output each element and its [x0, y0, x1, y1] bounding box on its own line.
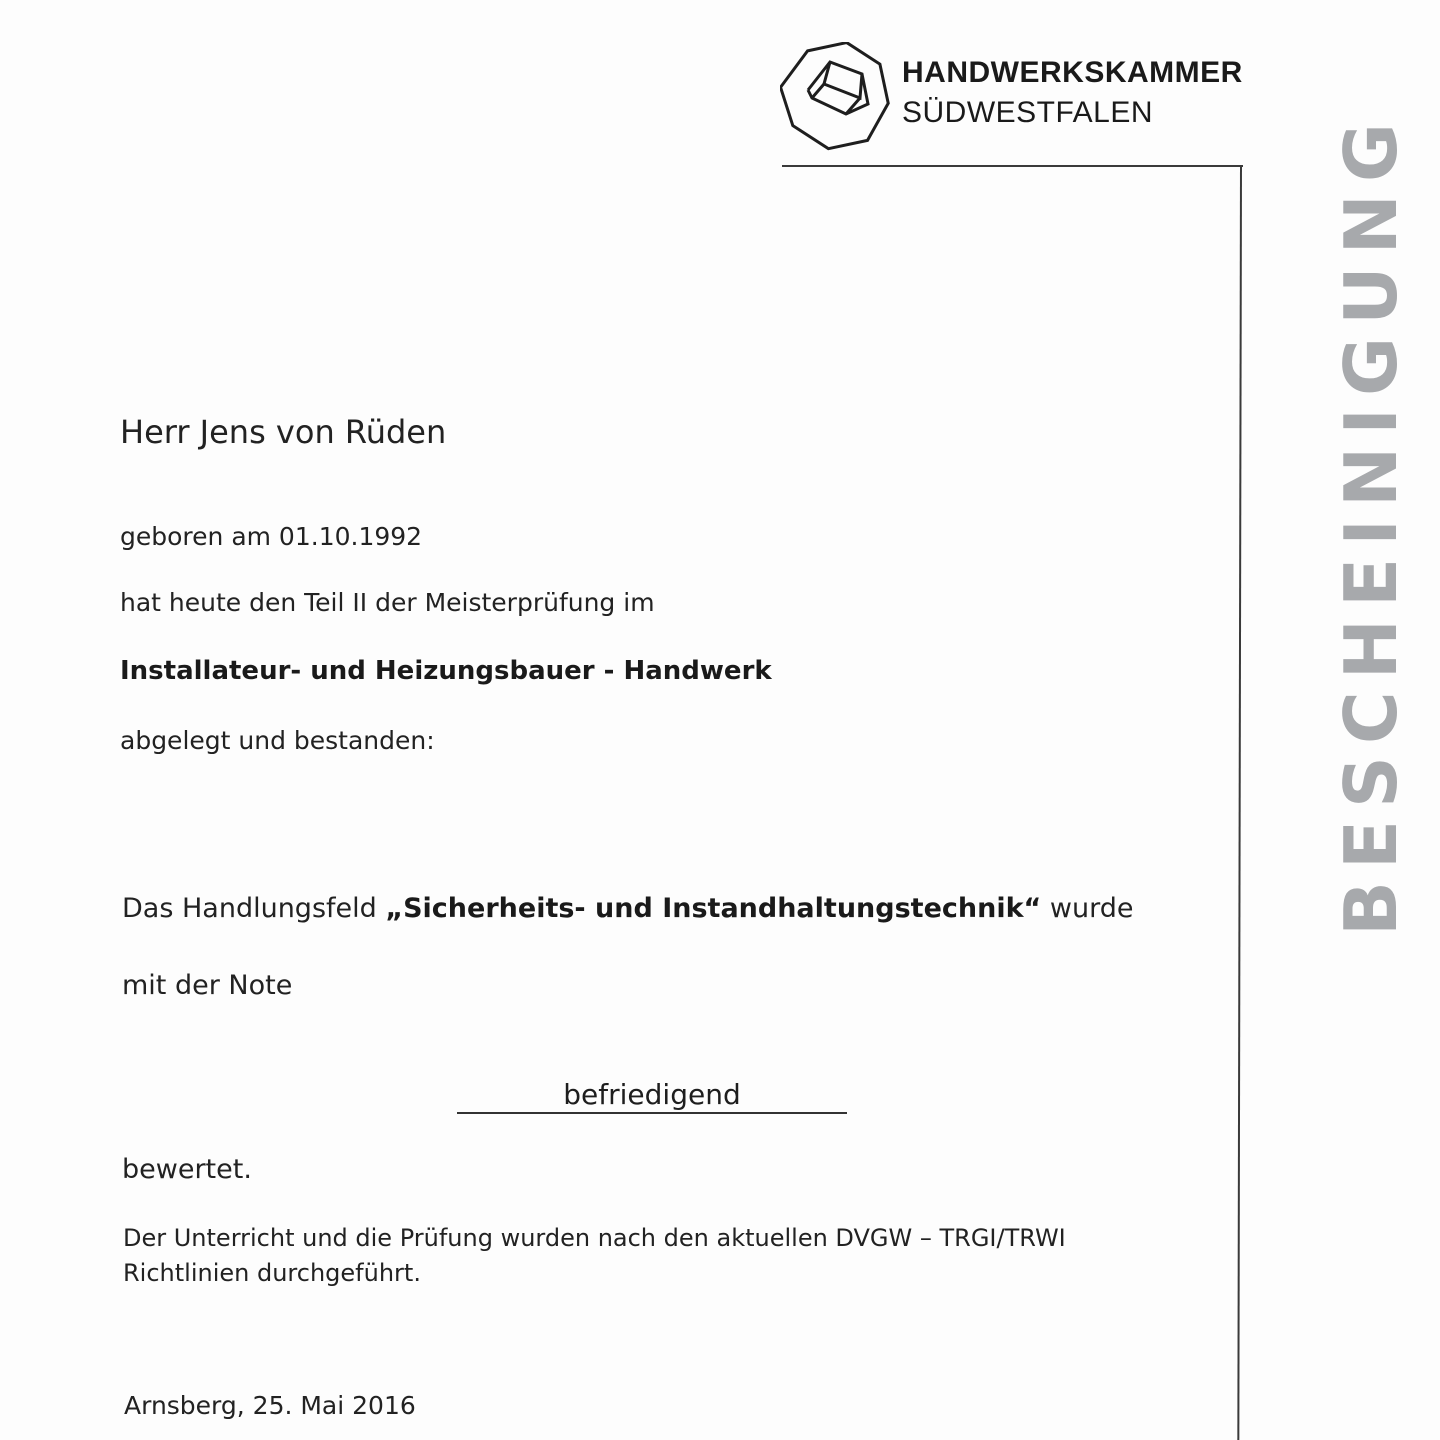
octagon-cube-logo-icon — [780, 42, 892, 154]
remark-line1: Der Unterricht und die Prüfung wurden nach den aktuellen DVGW – TRGI/TRWI — [123, 1224, 1066, 1252]
remark-line2: Richtlinien durchgeführt. — [123, 1259, 421, 1287]
field-suffix: wurde — [1041, 893, 1134, 924]
rated-line: bewertet. — [122, 1154, 252, 1185]
field-name: „Sicherheits- und Instandhaltungstechnik“ — [385, 893, 1042, 924]
birth-date-line: geboren am 01.10.1992 — [120, 522, 423, 551]
field-prefix: Das Handlungsfeld — [122, 893, 386, 924]
grade-value: befriedigend — [563, 1078, 741, 1111]
field-line — [122, 893, 1133, 924]
organization-name — [902, 58, 1243, 128]
recipient-name: Herr Jens von Rüden — [120, 413, 447, 451]
place-date: Arnsberg, 25. Mai 2016 — [124, 1391, 416, 1420]
frame-right-line — [1237, 165, 1242, 1440]
document-type-title: BESCHEINIGUNG — [1329, 111, 1413, 936]
trade-name: Installateur- und Heizungsbauer - Handwerk — [120, 656, 772, 686]
org-name-line2: SÜDWESTFALEN — [902, 96, 1154, 129]
grade-intro: mit der Note — [122, 970, 293, 1001]
passed-line: abgelegt und bestanden: — [120, 726, 435, 755]
org-name-line1: HANDWERKSKAMMER — [902, 56, 1243, 89]
exam-line: hat heute den Teil II der Meisterprüfung im — [120, 588, 655, 617]
grade-underline — [457, 1078, 847, 1114]
remark-paragraph — [123, 1221, 1066, 1291]
frame-top-line — [782, 165, 1243, 167]
